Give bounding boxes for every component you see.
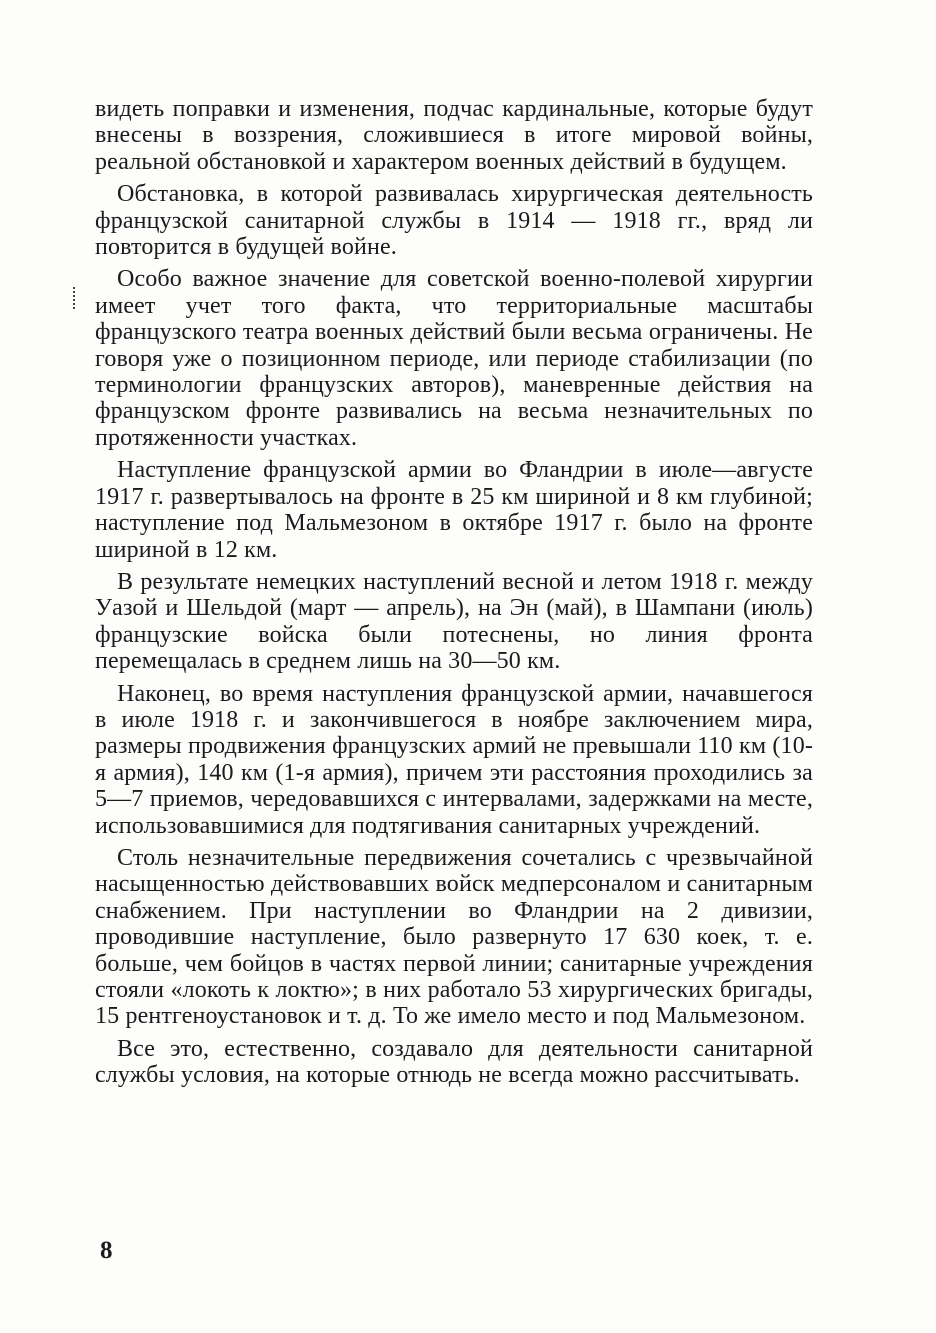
- paragraph-6: Наконец, во время наступления французской армии, начавшегося в июле 1918 г. и закончившегося в ноябре заключением мира, размеры продвижения французских армий не превышали 110 км (10-я армия), 140 км (1-я армия), причем эти расстояния проходились за 5—7 приемов, чередовавшихся с интервалами, задержками на месте, использовавшимися для подтягивания санитарных учреждений.: [95, 680, 813, 839]
- page-number: 8: [100, 1237, 113, 1264]
- paragraph-8: Все это, естественно, создавало для деятельности санитарной службы условия, на которые отнюдь не всегда можно рассчитывать.: [95, 1035, 813, 1089]
- paragraph-5: В результате немецких наступлений весной и летом 1918 г. между Уазой и Шельдой (март — апрель), на Эн (май), в Шампани (июль) французские войска были потеснены, но линия фронта перемещалась в среднем лишь на 30—50 км.: [95, 568, 813, 675]
- paragraph-2: Обстановка, в которой развивалась хирургическая деятельность французской санитарной службы в 1914 — 1918 гг., вряд ли повторится в будущей войне.: [95, 181, 813, 261]
- paragraph-1: видеть поправки и изменения, подчас кардинальные, которые будут внесены в воззрения, сложившиеся в итоге мировой войны, реальной обстановкой и характером военных действий в будущем.: [95, 96, 813, 175]
- paragraph-7: Столь незначительные передвижения сочетались с чрезвычайной насыщенностью действовавших войск медперсоналом и санитарным снабжением. При наступлении во Фландрии на 2 дивизии, проводившие наступление, было развернуто 17 630 коек, т. е. больше, чем бойцов в частях первой линии; санитарные учреждения стояли «локоть к локтю»; в них работало 53 хирургических бригады, 15 рентгеноустановок и т. д. То же имело место и под Мальмезоном.: [95, 844, 813, 1030]
- margin-mark: [73, 287, 78, 309]
- body-text: [95, 96, 813, 1095]
- paragraph-3: Особо важное значение для советской военно-полевой хирургии имеет учет того факта, что территориальные масштабы французского театра военных действий были весьма ограничены. Не говоря уже о позиционном периоде, или периоде стабилизации (по терминологии французских авторов), маневренные действия на французском фронте развивались на весьма незначительных по протяженности участках.: [95, 266, 813, 451]
- paragraph-4: Наступление французской армии во Фландрии в июле—августе 1917 г. развертывалось на фронте в 25 км шириной и 8 км глубиной; наступление под Мальмезоном в октябре 1917 г. было на фронте шириной в 12 км.: [95, 457, 813, 563]
